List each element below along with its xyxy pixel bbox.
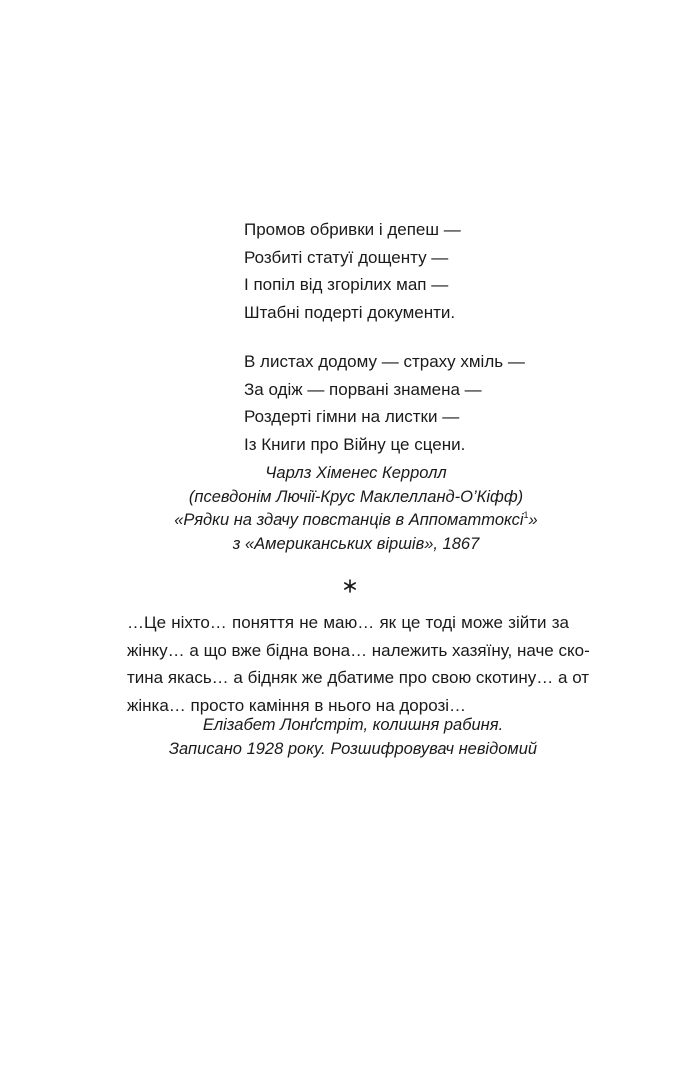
prose-line: жінка… просто каміння в нього на дорозі… — [127, 695, 467, 715]
stanza-gap — [244, 326, 564, 348]
attribution-source: з «Американських віршів», 1867 — [232, 534, 480, 553]
poem-epigraph — [244, 216, 564, 458]
prose-line: жінку… а що вже бідна вона… належить хазяїну, наче ско- — [127, 640, 590, 660]
asterism-star-icon — [342, 578, 358, 594]
attribution-pseudonym: (псевдонім Лючії-Крус Маклелланд-О’Кіфф) — [188, 487, 524, 506]
poem-line: За одіж — порвані знамена — — [244, 379, 482, 399]
prose-attribution — [123, 714, 583, 761]
poem-stanza-1 — [244, 216, 564, 326]
prose-line: …Це ніхто… поняття не маю… як це тоді може зійти за — [127, 613, 569, 632]
attribution-speaker: Елізабет Лонґстріт, колишня рабиня. — [202, 716, 504, 734]
poem-attribution — [126, 462, 586, 556]
prose-epigraph — [127, 609, 590, 719]
poem-line: І попіл від згорілих мап — — [244, 275, 449, 294]
prose-line: тина якась… а бідняк же дбатиме про свою скотину… а от — [127, 668, 590, 687]
attribution-work — [126, 509, 586, 533]
poem-line: В листах додому — страху хміль — — [244, 352, 525, 371]
poem-line: Із Книги про Війну це сцени. — [244, 434, 466, 454]
poem-line: Роздерті гімни на листки — — [244, 407, 460, 426]
attribution-work-close: » — [528, 511, 538, 529]
star-separator-shape — [342, 578, 358, 594]
poem-line: Розбиті статуї дощенту — — [244, 247, 449, 267]
attribution-author: Чарлз Хіменес Керролл — [265, 464, 447, 482]
attribution-record-note: Записано 1928 року. Розшифровувач невідомий — [168, 739, 538, 758]
poem-line: Штабні подерті документи. — [244, 302, 456, 322]
attribution-work-title: «Рядки на здачу повстанців в Аппоматтоксі — [174, 511, 524, 529]
footnote-marker[interactable]: 1 — [523, 510, 529, 520]
poem-line: Промов обривки і депеш — — [244, 220, 461, 239]
poem-stanza-2 — [244, 348, 564, 458]
